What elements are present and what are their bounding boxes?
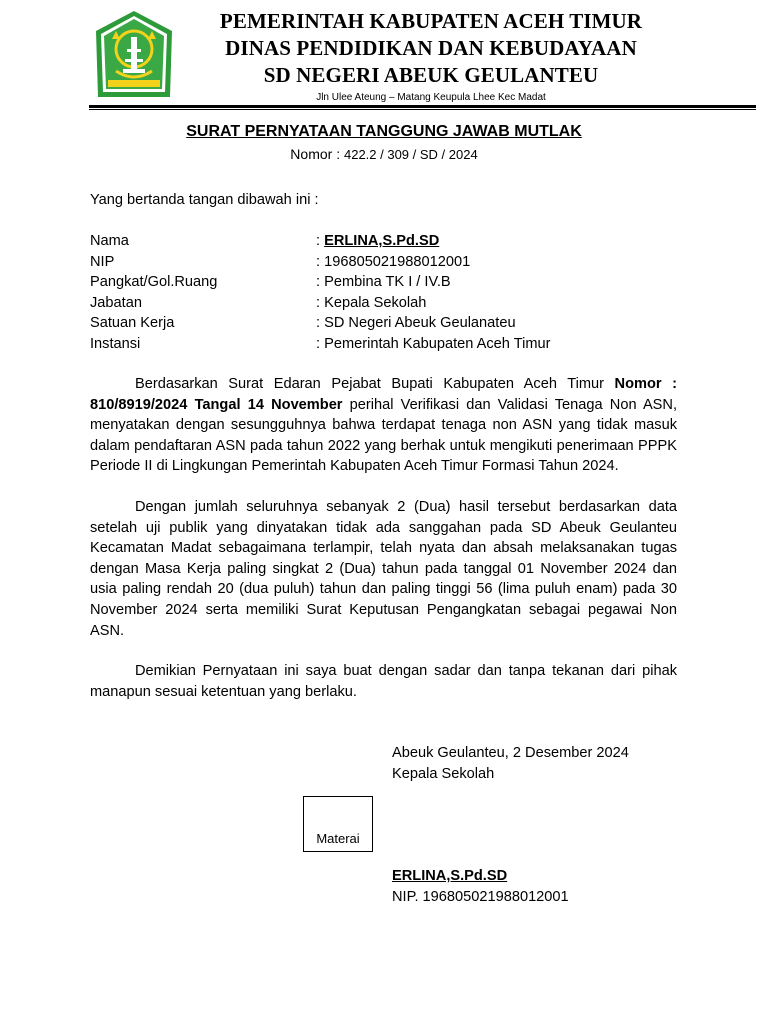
letterhead-agency: DINAS PENDIDIKAN DAN KEBUDAYAAN	[225, 36, 637, 60]
signer-name: ERLINA,S.Pd.SD	[392, 868, 508, 884]
identity-label: Satuan Kerja	[90, 315, 175, 332]
letterhead	[190, 8, 672, 104]
document-number-label: Nomor :	[290, 146, 341, 162]
letterhead-government: PEMERINTAH KABUPATEN ACEH TIMUR	[219, 9, 643, 33]
identity-row-position	[90, 293, 677, 314]
identity-value: : 196805021988012001	[316, 253, 471, 270]
identity-label: Jabatan	[90, 294, 142, 311]
stamp-duty-label: Materai	[316, 831, 360, 846]
identity-row-name	[90, 231, 677, 252]
signer-nip: NIP. 196805021988012001	[392, 889, 569, 905]
paragraph-closing: Demikian Pernyataan ini saya buat dengan sadar dan tanpa tekanan dari pihak manapun sesuai ketentuan yang berlaku.	[90, 663, 677, 700]
signature-block-header	[392, 743, 629, 784]
identity-value: : Pembina TK I / IV.B	[316, 274, 451, 291]
document-number-value: 422.2 / 309 / SD / 2024	[343, 147, 478, 162]
letterhead-divider-thin	[89, 109, 756, 110]
document-number	[0, 146, 768, 162]
identity-table	[90, 231, 677, 355]
identity-label: NIP	[90, 253, 115, 270]
paragraph-details: Dengan jumlah seluruhnya sebanyak 2 (Dua) hasil tersebut berdasarkan data setelah uji publik yang dinyatakan tidak ada sanggahan pada SD Abeuk Geulanteu Kecamatan Madat sebagaimana terlampir, telah nyata dan absah melaksanakan tugas dengan Masa Kerja paling singkat 2 (Dua) tahun pada tanggal 01 November 2024 dan usia paling rendah 20 (dua puluh) tahun dan paling tinggi 56 (lima puluh enam) pada 30 November 2024 serta memiliki Surat Keputusan Pengangkatan sebagai pegawai Non ASN.	[90, 499, 677, 639]
identity-value: : Kepala Sekolah	[316, 294, 427, 311]
letterhead-address: Jln Ulee Ateung – Matang Keupula Lhee Kec Madat	[316, 92, 546, 103]
signer-position: Kepala Sekolah	[392, 765, 495, 782]
identity-label: Pangkat/Gol.Ruang	[90, 274, 218, 291]
aceh-timur-logo	[94, 9, 174, 101]
identity-row-rank	[90, 272, 677, 293]
paragraph-basis-text: perihal Verifikasi dan Validasi Tenaga Non ASN, menyatakan dengan sesungguhnya bahwa terdapat tenaga non ASN yang tidak masuk dalam pendaftaran ASN pada tahun 2022 yang berhak untuk mengikuti penerimaan PPPK Periode II di Lingkungan Pemerintah Kabupaten Aceh Timur Formasi Tahun 2024.	[90, 396, 677, 475]
paragraph-basis-text: Berdasarkan Surat Edaran Pejabat Bupati Kabupaten Aceh Timur	[135, 376, 615, 392]
circular-letter-number: Nomor : 810/8919/2024 Tangal 14 November	[90, 376, 677, 413]
identity-value: : Pemerintah Kabupaten Aceh Timur	[316, 335, 551, 352]
place-date: Abeuk Geulanteu, 2 Desember 2024	[392, 745, 629, 761]
identity-value: : SD Negeri Abeuk Geulanateu	[316, 315, 516, 332]
stamp-duty-box	[303, 796, 373, 852]
letterhead-divider-thick	[89, 105, 756, 108]
intro-text: Yang bertanda tangan dibawah ini :	[90, 192, 319, 208]
signer-name-bold: ERLINA,S.Pd.SD	[324, 233, 440, 249]
identity-row-nip	[90, 252, 677, 273]
letterhead-school: SD NEGERI ABEUK GEULANTEU	[263, 63, 599, 87]
identity-row-work-unit	[90, 313, 677, 334]
identity-label: Nama	[90, 233, 129, 249]
identity-label: Instansi	[90, 335, 141, 352]
identity-row-institution	[90, 334, 677, 355]
identity-value-name: : ERLINA,S.Pd.SD	[316, 233, 440, 249]
paragraph-basis	[90, 374, 677, 477]
document-title: SURAT PERNYATAAN TANGGUNG JAWAB MUTLAK	[186, 123, 582, 140]
